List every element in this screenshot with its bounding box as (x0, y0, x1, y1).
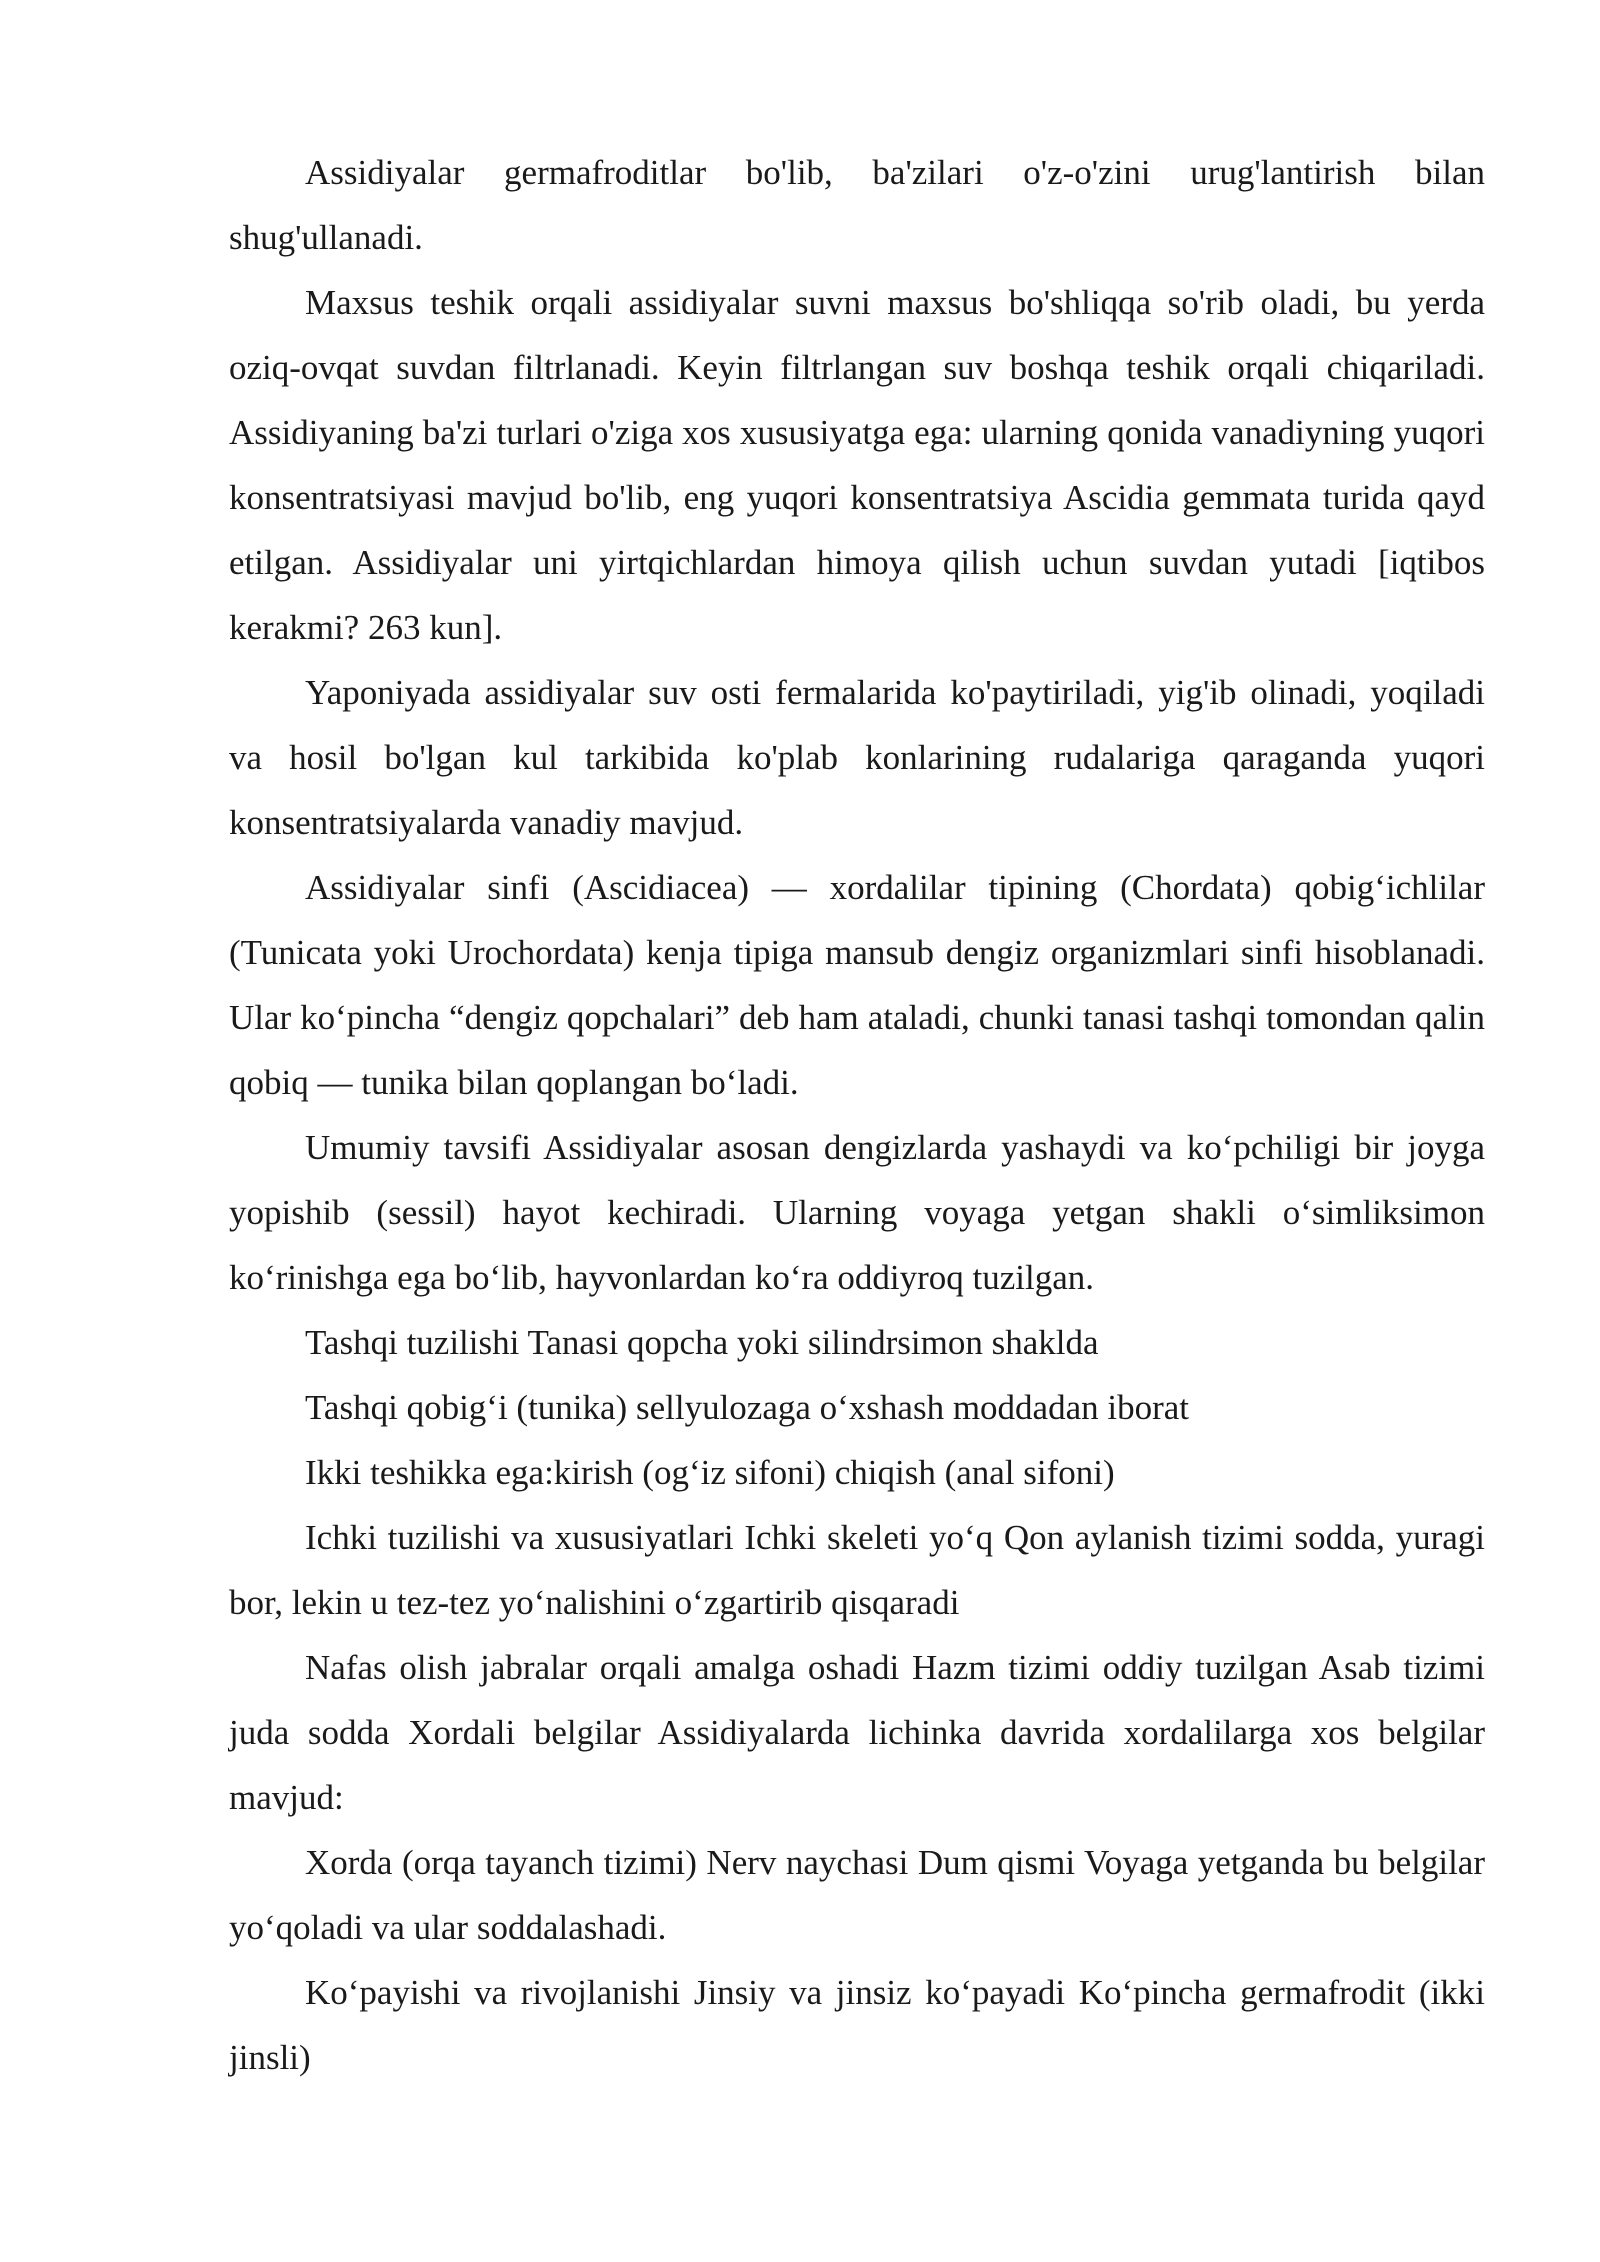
paragraph-1: Assidiyalar germafroditlar bo'lib, ba'zilari o'z-o'zini urug'lantirish bilan shug'ullanadi. (229, 153, 1485, 257)
paragraph-7: Tashqi qobig‘i (tunika) sellyulozaga o‘xshash moddadan iborat (305, 1388, 1190, 1427)
paragraph-6: Tashqi tuzilishi Tanasi qopcha yoki silindrsimon shaklda (305, 1323, 1099, 1362)
paragraph-3: Yaponiyada assidiyalar suv osti fermalarida ko'paytiriladi, yig'ib olinadi, yoqiladi va hosil bo'lgan kul tarkibida ko'plab konlarining rudalariga qaraganda yuqori konsentratsiyalarda vanadiy mavjud. (229, 673, 1485, 842)
paragraph-5: Umumiy tavsifi Assidiyalar asosan dengizlarda yashaydi va ko‘pchiligi bir joyga yopishib (sessil) hayot kechiradi. Ularning voyaga yetgan shakli o‘simliksimon ko‘rinishga ega bo‘lib, hayvonlardan ko‘ra oddiyroq tuzilgan. (229, 1128, 1485, 1297)
paragraph-12: Ko‘payishi va rivojlanishi Jinsiy va jinsiz ko‘payadi Ko‘pincha germafrodit (ikki jinsli) (229, 1973, 1485, 2077)
document-page (229, 140, 1485, 2090)
paragraph-2: Maxsus teshik orqali assidiyalar suvni maxsus bo'shliqqa so'rib oladi, bu yerda oziq-ovqat suvdan filtrlanadi. Keyin filtrlangan suv boshqa teshik orqali chiqariladi. Assidiyaning ba'zi turlari o'ziga xos xususiyatga ega: ularning qonida vanadiyning yuqori konsentratsiyasi mavjud bo'lib, eng yuqori konsentratsiya Ascidia gemmata turida qayd etilgan. Assidiyalar uni yirtqichlardan himoya qilish uchun suvdan yutadi [iqtibos kerakmi? 263 kun]. (229, 283, 1485, 647)
paragraph-11: Xorda (orqa tayanch tizimi) Nerv naychasi Dum qismi Voyaga yetganda bu belgilar yo‘qoladi va ular soddalashadi. (229, 1843, 1485, 1947)
paragraph-4: Assidiyalar sinfi (Ascidiacea) — xordalilar tipining (Chordata) qobig‘ichlilar (Tunicata yoki Urochordata) kenja tipiga mansub dengiz organizmlari sinfi hisoblanadi. Ular ko‘pincha “dengiz qopchalari” deb ham ataladi, chunki tanasi tashqi tomondan qalin qobiq — tunika bilan qoplangan bo‘ladi. (229, 868, 1485, 1102)
paragraph-10: Nafas olish jabralar orqali amalga oshadi Hazm tizimi oddiy tuzilgan Asab tizimi juda sodda Xordali belgilar Assidiyalarda lichinka davrida xordalilarga xos belgilar mavjud: (229, 1648, 1485, 1817)
paragraph-9: Ichki tuzilishi va xususiyatlari Ichki skeleti yo‘q Qon aylanish tizimi sodda, yuragi bor, lekin u tez-tez yo‘nalishini o‘zgartirib qisqaradi (229, 1518, 1485, 1622)
paragraph-8: Ikki teshikka ega:kirish (og‘iz sifoni) chiqish (anal sifoni) (305, 1453, 1115, 1492)
